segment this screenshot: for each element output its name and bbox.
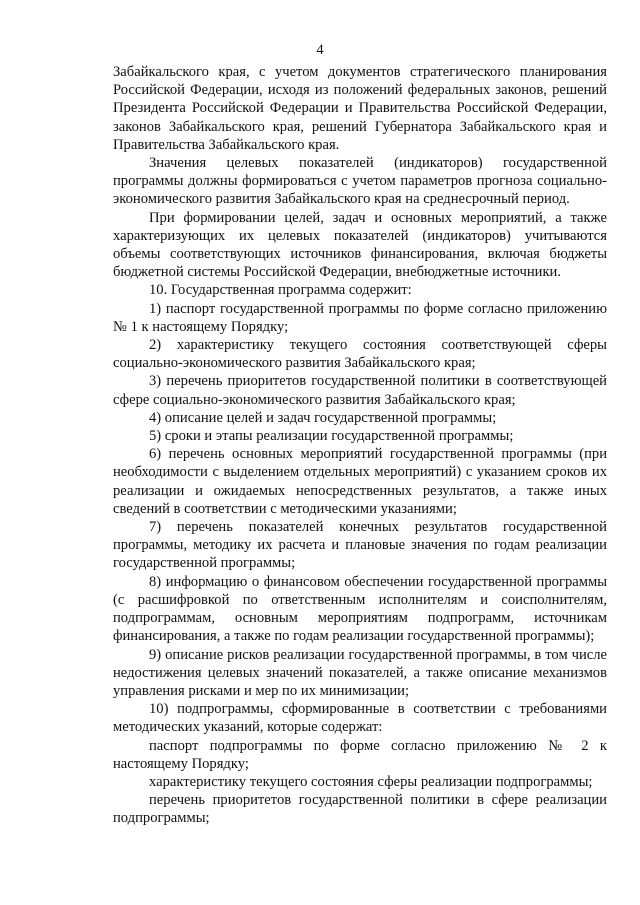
list-item: 2) характеристику текущего состояния соответствующей сферы социально-экономического развития Забайкальского края; <box>113 337 607 372</box>
list-item: 8) информацию о финансовом обеспечении государственной программы (с расшифровкой по ответственным исполнителям и соисполнителям, подпрограммам, основным мероприятиям подпрограмм, источникам финансирования, а также по годам реализации государственной программы); <box>113 573 607 645</box>
sub-list-item: паспорт подпрограммы по форме согласно приложению № 2 к настоящему Порядку; <box>113 737 607 772</box>
list-item: 5) сроки и этапы реализации государственной программы; <box>149 428 514 445</box>
paragraph: При формировании целей, задач и основных мероприятий, а также характеризующих их целевых показателей (индикаторов) учитываются объемы соответствующих источников финансирования, включая бюджеты бюджетной системы Российской Федерации, внебюджетные источники. <box>113 209 607 281</box>
paragraph: 10. Государственная программа содержит: <box>149 282 412 299</box>
list-item: 1) паспорт государственной программы по форме согласно приложению № 1 к настоящему Порядку; <box>113 300 607 335</box>
paragraph: Забайкальского края, с учетом документов стратегического планирования Российской Федерации, исходя из положений федеральных законов, решений Президента Российской Федерации и Правительства Российской Федерации, законов Забайкальского края, решений Губернатора Забайкальского края и Правительства Забайкальского края. <box>113 64 607 153</box>
list-item: 6) перечень основных мероприятий государственной программы (при необходимости с выделением отдельных мероприятий) с указанием сроков их реализации и ожидаемых непосредственных результатов, а также иных сведений в соответствии с методическими указаниями; <box>113 446 607 517</box>
list-item: 7) перечень показателей конечных результатов государственной программы, методику их расчета и плановые значения по годам реализации государственной программы; <box>113 519 607 572</box>
list-item: 10) подпрограммы, сформированные в соответствии с требованиями методических указаний, которые содержат: <box>113 701 607 736</box>
sub-list-item: характеристику текущего состояния сферы реализации подпрограммы; <box>149 773 593 790</box>
list-item: 3) перечень приоритетов государственной политики в соответствующей сфере социально-экономического развития Забайкальского края; <box>113 373 607 408</box>
list-item: 4) описание целей и задач государственной программы; <box>149 409 497 426</box>
paragraph: Значения целевых показателей (индикаторов) государственной программы должны формироваться с учетом параметров прогноза социально-экономического развития Забайкальского края на среднесрочный период. <box>113 155 607 208</box>
list-item: 9) описание рисков реализации государственной программы, в том числе недостижения целевых значений показателей, а также описание механизмов управления рисками и мер по их минимизации; <box>113 646 607 699</box>
sub-list-item: перечень приоритетов государственной политики в сфере реализации подпрограммы; <box>113 792 607 827</box>
document-body <box>113 63 607 828</box>
page-number: 4 <box>316 42 324 58</box>
